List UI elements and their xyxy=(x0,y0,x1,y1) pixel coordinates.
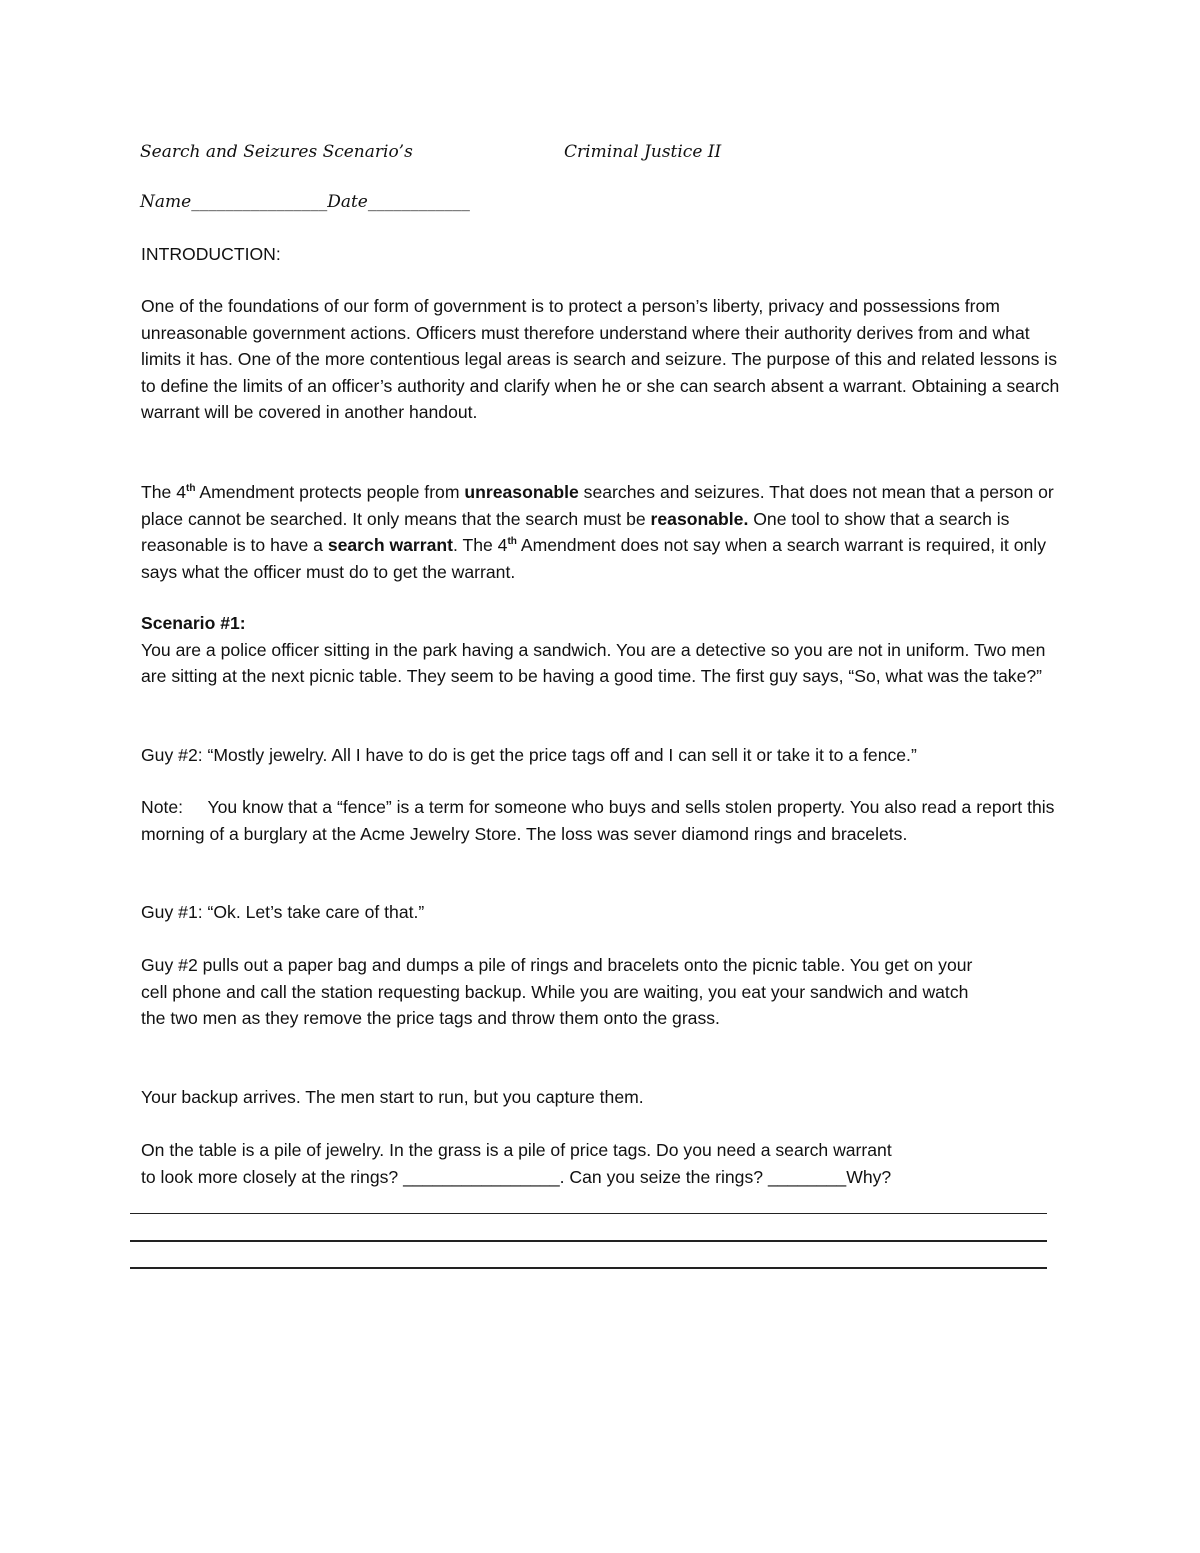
guy2-line: Guy #2: “Mostly jewelry. All I have to do is get the price tags off and I can sell it or take it to a fence.” xyxy=(141,745,917,765)
bag-paragraph: Guy #2 pulls out a paper bag and dumps a pile of rings and bracelets onto the picnic table. You get on your cell phone and call the station requesting backup. While you are waiting, you eat your sandwich and watch the two men as they remove the price tags and throw them onto the grass. xyxy=(141,955,973,1028)
bold-term-search-warrant: search warrant xyxy=(327,535,454,555)
text-run: Amendment protects people from xyxy=(195,482,465,502)
note-paragraph xyxy=(141,794,1071,847)
question-block xyxy=(141,1137,1071,1190)
question-line-1: On the table is a pile of jewelry. In the grass is a pile of price tags. Do you need a search warrant xyxy=(141,1140,892,1160)
text-run: Amendment does not say when a search warrant is required, it only says what the officer must do to get the warrant. xyxy=(141,535,1046,582)
question-line-2[interactable]: to look more closely at the rings? ________________. Can you seize the rings? ________Why? xyxy=(141,1166,892,1187)
name-date-line xyxy=(140,192,470,212)
backup-paragraph: Your backup arrives. The men start to run, but you capture them. xyxy=(141,1087,644,1107)
answer-line-3[interactable] xyxy=(130,1267,1047,1269)
superscript: th xyxy=(507,536,517,548)
scenario-heading: Scenario #1: xyxy=(141,613,246,633)
text-run: One tool to show that a search is reasonable is to have a xyxy=(141,508,1010,555)
course-name: Criminal Justice II xyxy=(564,142,722,162)
scenario-paragraph-1: You are a police officer sitting in the park having a sandwich. You are a detective so you are not in uniform. Two men are sitting at the next picnic table. They seem to be having a good time. The first guy says, “So, what was the take?” xyxy=(141,639,1046,686)
note-body: You know that a “fence” is a term for someone who buys and sells stolen property. You also read a report this morning of a burglary at the Acme Jewelry Store. The loss was sever diamond rings and bracelets. xyxy=(141,797,1055,844)
note-label: Note: xyxy=(141,797,184,817)
scenario-block xyxy=(141,610,1071,690)
answer-line-2[interactable] xyxy=(130,1240,1047,1242)
intro-paragraph-2 xyxy=(141,479,1071,585)
text-run: searches and seizures. That does not mean that a person or place cannot be searched. It only means that the search must be xyxy=(141,482,1054,529)
intro-paragraph-1-text: One of the foundations of our form of government is to protect a person’s liberty, privacy and possessions from unreasonable government actions. Officers must therefore understand where their authority derives from and what limits it has. One of the more contentious legal areas is search and seizure. The purpose of this and related lessons is to define the limits of an officer’s authority and clarify when he or she can search absent a warrant. Obtaining a search warrant will be covered in another handout. xyxy=(141,296,1060,422)
intro-heading: INTRODUCTION: xyxy=(141,244,281,264)
bold-term-reasonable: reasonable. xyxy=(650,508,749,529)
date-label: Date xyxy=(327,192,368,212)
superscript: th xyxy=(186,483,196,495)
answer-line-1[interactable] xyxy=(130,1213,1047,1214)
text-run: . The 4 xyxy=(453,535,508,555)
date-blank[interactable]: ____________ xyxy=(367,192,470,212)
document-title: Search and Seizures Scenario’s xyxy=(140,142,413,162)
bold-term-unreasonable: unreasonable xyxy=(464,482,579,502)
intro-paragraph-2-text xyxy=(141,479,1071,585)
guy1-line: Guy #1: “Ok. Let’s take care of that.” xyxy=(141,902,425,922)
name-label: Name xyxy=(140,192,192,212)
text-run: The 4 xyxy=(141,482,186,502)
note-text xyxy=(141,794,1071,847)
name-blank[interactable]: ________________ xyxy=(191,192,328,212)
intro-paragraph-1 xyxy=(141,293,1071,426)
